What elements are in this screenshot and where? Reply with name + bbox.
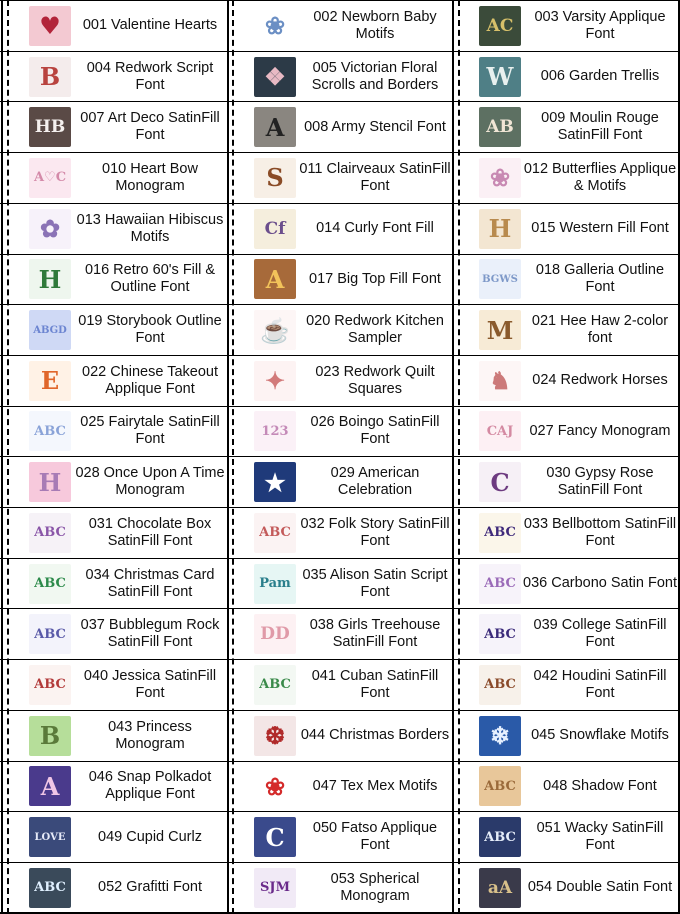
design-item[interactable]: [232, 609, 454, 659]
design-item-label[interactable]: 038 Girls Treehouse SatinFill Font: [309, 617, 441, 651]
design-item[interactable]: [457, 660, 679, 710]
design-thumbnail-image[interactable]: ✿: [29, 209, 71, 249]
design-item-label[interactable]: 030 Gypsy Rose SatinFill Font: [546, 465, 654, 499]
design-item[interactable]: [232, 153, 454, 203]
design-item-label[interactable]: 024 Redwork Horses: [532, 372, 668, 389]
column-divider: [1, 0, 3, 914]
design-thumbnail-image[interactable]: SJM: [254, 868, 296, 908]
design-item[interactable]: [457, 407, 679, 457]
design-item-label[interactable]: 010 Heart Bow Monogram: [102, 160, 198, 194]
design-item[interactable]: [232, 305, 454, 355]
design-item-label[interactable]: 051 Wacky SatinFill Font: [536, 820, 664, 854]
design-thumbnail-image[interactable]: ABC: [479, 817, 521, 857]
design-item-label[interactable]: 040 Jessica SatinFill Font: [83, 667, 217, 701]
design-item-label[interactable]: 034 Christmas Card SatinFill Font: [85, 566, 215, 600]
catalog-row: [0, 558, 680, 609]
design-item[interactable]: [7, 305, 229, 355]
design-thumbnail-image[interactable]: ❀: [479, 158, 521, 198]
design-item-label[interactable]: 019 Storybook Outline Font: [78, 313, 222, 347]
design-thumbnail-image[interactable]: W: [479, 57, 521, 97]
catalog-row: [0, 761, 680, 812]
design-item-label[interactable]: 017 Big Top Fill Font: [309, 270, 441, 287]
design-thumbnail-image[interactable]: Cf: [254, 209, 296, 249]
design-item-label[interactable]: 015 Western Fill Font: [531, 220, 669, 237]
design-item[interactable]: [7, 102, 229, 152]
design-item-label[interactable]: 023 Redwork Quilt Squares: [315, 363, 435, 397]
design-thumbnail-image[interactable]: ★: [254, 462, 296, 502]
catalog-row: [0, 659, 680, 710]
catalog-row: [0, 304, 680, 355]
design-thumbnail-image[interactable]: ABC: [254, 665, 296, 705]
catalog-row: [0, 355, 680, 406]
catalog-row: [0, 0, 680, 51]
design-item-label[interactable]: 014 Curly Font Fill: [316, 220, 434, 237]
design-thumbnail-image[interactable]: HB: [29, 107, 71, 147]
design-item[interactable]: [232, 863, 454, 913]
design-thumbnail-image[interactable]: ❆: [254, 716, 296, 756]
design-item[interactable]: [7, 1, 229, 51]
design-thumbnail-image[interactable]: CAJ: [479, 411, 521, 451]
design-thumbnail-image[interactable]: ABC: [29, 614, 71, 654]
design-item-label[interactable]: 029 American Celebration: [330, 465, 420, 499]
design-item[interactable]: [232, 762, 454, 812]
design-thumbnail-image[interactable]: ❖: [254, 57, 296, 97]
design-thumbnail-image[interactable]: ☕: [254, 310, 296, 350]
design-item[interactable]: [232, 204, 454, 254]
design-item-label[interactable]: 033 Bellbottom SatinFill Font: [523, 515, 677, 549]
design-thumbnail-image[interactable]: E: [29, 361, 71, 401]
design-item-label[interactable]: 020 Redwork Kitchen Sampler: [306, 313, 444, 347]
design-item[interactable]: [457, 102, 679, 152]
design-thumbnail-image[interactable]: BGWS: [479, 259, 521, 299]
design-item-label[interactable]: 007 Art Deco SatinFill Font: [80, 110, 220, 144]
design-item[interactable]: [457, 711, 679, 761]
design-thumbnail-image[interactable]: ABC: [479, 564, 521, 604]
design-item[interactable]: [7, 204, 229, 254]
design-thumbnail-image[interactable]: A: [254, 107, 296, 147]
design-item[interactable]: [232, 457, 454, 507]
design-item-label[interactable]: 054 Double Satin Font: [527, 879, 673, 896]
design-thumbnail-image[interactable]: ABC: [29, 513, 71, 553]
catalog-row: [0, 254, 680, 305]
design-item-label[interactable]: 027 Fancy Monogram: [529, 422, 671, 439]
design-item-label[interactable]: 004 Redwork Script Font: [86, 59, 214, 93]
catalog-row: [0, 811, 680, 862]
cut-line-dashed: [7, 0, 9, 914]
design-item[interactable]: [7, 457, 229, 507]
design-thumbnail-image[interactable]: B: [29, 57, 71, 97]
design-thumbnail-image[interactable]: 123: [254, 411, 296, 451]
design-item-label[interactable]: 003 Varsity Applique Font: [534, 8, 666, 42]
design-item-label[interactable]: 032 Folk Story SatinFill Font: [300, 515, 450, 549]
design-item-label[interactable]: 006 Garden Trellis: [540, 68, 660, 85]
design-item[interactable]: [232, 812, 454, 862]
design-thumbnail-image[interactable]: B: [29, 716, 71, 756]
design-thumbnail-image[interactable]: ABC: [29, 665, 71, 705]
design-item[interactable]: [232, 711, 454, 761]
design-thumbnail-image[interactable]: A: [29, 766, 71, 806]
design-item-label[interactable]: 049 Cupid Curlz: [98, 828, 202, 845]
design-item-label[interactable]: 035 Alison Satin Script Font: [302, 566, 448, 600]
design-item-label[interactable]: 052 Grafitti Font: [98, 879, 202, 896]
catalog-row: [0, 152, 680, 203]
design-item-label[interactable]: 041 Cuban SatinFill Font: [311, 667, 439, 701]
design-item[interactable]: [457, 305, 679, 355]
design-item[interactable]: [7, 407, 229, 457]
design-thumbnail-image[interactable]: ABC: [29, 564, 71, 604]
design-item-label[interactable]: 047 Tex Mex Motifs: [312, 777, 438, 794]
design-item[interactable]: [7, 863, 229, 913]
design-item-label[interactable]: 018 Galleria Outline Font: [535, 262, 665, 296]
design-item-label[interactable]: 011 Clairveaux SatinFill Font: [299, 160, 451, 194]
design-thumbnail-image[interactable]: H: [29, 259, 71, 299]
design-item[interactable]: [232, 559, 454, 609]
design-item-label[interactable]: 042 Houdini SatinFill Font: [533, 667, 667, 701]
design-item-label[interactable]: 036 Carbono Satin Font: [523, 575, 677, 592]
design-item[interactable]: [232, 508, 454, 558]
design-item[interactable]: [7, 508, 229, 558]
design-item[interactable]: [7, 52, 229, 102]
design-item[interactable]: [457, 609, 679, 659]
catalog-row: [0, 406, 680, 457]
design-thumbnail-image[interactable]: ❄: [479, 716, 521, 756]
design-item-label[interactable]: 005 Victorian Floral Scrolls and Borders: [311, 59, 439, 93]
design-item-label[interactable]: 025 Fairytale SatinFill Font: [80, 414, 220, 448]
design-item[interactable]: [457, 255, 679, 305]
design-item[interactable]: [457, 356, 679, 406]
design-item[interactable]: [7, 812, 229, 862]
design-thumbnail-image[interactable]: ABC: [29, 411, 71, 451]
design-item[interactable]: [7, 255, 229, 305]
catalog-row: [0, 608, 680, 659]
design-thumbnail-image[interactable]: A♡C: [29, 158, 71, 198]
design-thumbnail-image[interactable]: ABC: [479, 766, 521, 806]
design-item-label[interactable]: 044 Christmas Borders: [300, 727, 450, 744]
design-item-label[interactable]: 009 Moulin Rouge SatinFill Font: [541, 110, 659, 144]
design-item-label[interactable]: 039 College SatinFill Font: [533, 617, 667, 651]
design-item[interactable]: [457, 457, 679, 507]
catalog-row: [0, 456, 680, 507]
design-thumbnail-image[interactable]: M: [479, 310, 521, 350]
design-item-label[interactable]: 028 Once Upon A Time Monogram: [75, 465, 225, 499]
design-item[interactable]: [457, 863, 679, 913]
design-item[interactable]: [232, 102, 454, 152]
design-item[interactable]: [7, 559, 229, 609]
design-item-label[interactable]: 002 Newborn Baby Motifs: [313, 8, 437, 42]
design-thumbnail-image[interactable]: ABC: [254, 513, 296, 553]
catalog-row: [0, 710, 680, 761]
design-item[interactable]: [232, 1, 454, 51]
design-item-label[interactable]: 046 Snap Polkadot Applique Font: [88, 769, 212, 803]
design-item[interactable]: [232, 407, 454, 457]
design-item[interactable]: [7, 660, 229, 710]
design-item[interactable]: [232, 255, 454, 305]
cut-line-dashed: [232, 0, 234, 914]
design-item[interactable]: [457, 812, 679, 862]
design-item[interactable]: [457, 1, 679, 51]
column-divider: [227, 0, 229, 914]
design-item-label[interactable]: 043 Princess Monogram: [108, 718, 192, 752]
design-item-label[interactable]: 016 Retro 60's Fill & Outline Font: [84, 262, 216, 296]
design-item[interactable]: [457, 762, 679, 812]
design-thumbnail-image[interactable]: ❀: [254, 6, 296, 46]
column-divider: [452, 0, 454, 914]
design-thumbnail-image[interactable]: aA: [479, 868, 521, 908]
design-thumbnail-image[interactable]: ♥: [29, 6, 71, 46]
design-thumbnail-image[interactable]: AB: [479, 107, 521, 147]
design-thumbnail-image[interactable]: ♞: [479, 361, 521, 401]
design-thumbnail-image[interactable]: DD: [254, 614, 296, 654]
design-item[interactable]: [7, 609, 229, 659]
design-thumbnail-image[interactable]: Pam: [254, 564, 296, 604]
design-thumbnail-image[interactable]: ❀: [254, 766, 296, 806]
catalog-row: [0, 862, 680, 913]
design-item[interactable]: [457, 204, 679, 254]
design-thumbnail-image[interactable]: ABC: [29, 868, 71, 908]
design-item-label[interactable]: 001 Valentine Hearts: [82, 17, 218, 34]
design-item[interactable]: [457, 559, 679, 609]
cut-line-dashed: [458, 0, 460, 914]
design-thumbnail-image[interactable]: C: [479, 462, 521, 502]
design-item[interactable]: [457, 153, 679, 203]
design-thumbnail-image[interactable]: H: [29, 462, 71, 502]
catalog-row: [0, 51, 680, 102]
design-thumbnail-image[interactable]: A: [254, 259, 296, 299]
design-item-label[interactable]: 045 Snowflake Motifs: [531, 727, 669, 744]
catalog-row: [0, 203, 680, 254]
design-item[interactable]: [232, 356, 454, 406]
design-thumbnail-image[interactable]: AC: [479, 6, 521, 46]
design-item-label[interactable]: 048 Shadow Font: [543, 777, 657, 794]
design-item-label[interactable]: 022 Chinese Takeout Applique Font: [82, 363, 218, 397]
design-thumbnail-image[interactable]: ABGD: [29, 310, 71, 350]
design-item[interactable]: [457, 52, 679, 102]
design-thumbnail-image[interactable]: ✦: [254, 361, 296, 401]
catalog-row: [0, 507, 680, 558]
design-thumbnail-image[interactable]: H: [479, 209, 521, 249]
design-item[interactable]: [7, 762, 229, 812]
design-item[interactable]: [7, 711, 229, 761]
design-item-label[interactable]: 031 Chocolate Box SatinFill Font: [88, 515, 212, 549]
design-thumbnail-image[interactable]: LOVE: [29, 817, 71, 857]
design-item-label[interactable]: 013 Hawaiian Hibiscus Motifs: [76, 211, 224, 245]
design-item[interactable]: [7, 153, 229, 203]
catalog-row: [0, 101, 680, 152]
design-thumbnail-image[interactable]: ABC: [479, 665, 521, 705]
design-thumbnail-image[interactable]: ABC: [479, 513, 521, 553]
design-item-label[interactable]: 026 Boingo SatinFill Font: [310, 414, 440, 448]
design-item-label[interactable]: 012 Butterflies Applique & Motifs: [523, 160, 677, 194]
design-item-label[interactable]: 053 Spherical Monogram: [330, 870, 420, 904]
design-item[interactable]: [457, 508, 679, 558]
design-item[interactable]: [232, 52, 454, 102]
design-item-label[interactable]: 050 Fatso Applique Font: [312, 820, 438, 854]
design-thumbnail-image[interactable]: C: [254, 817, 296, 857]
design-item[interactable]: [7, 356, 229, 406]
design-item-label[interactable]: 008 Army Stencil Font: [304, 118, 446, 135]
design-thumbnail-image[interactable]: S: [254, 158, 296, 198]
design-thumbnail-image[interactable]: ABC: [479, 614, 521, 654]
design-item[interactable]: [232, 660, 454, 710]
design-item-label[interactable]: 037 Bubblegum Rock SatinFill Font: [80, 617, 220, 651]
design-item-label[interactable]: 021 Hee Haw 2-color font: [531, 313, 669, 347]
